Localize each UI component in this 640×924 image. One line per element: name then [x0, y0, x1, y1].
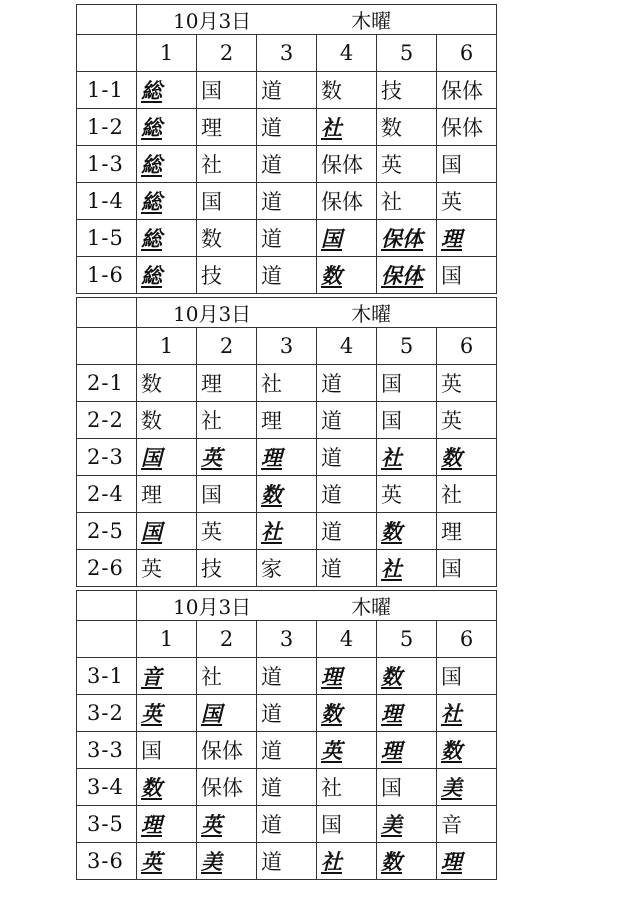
- title-row: [77, 5, 497, 35]
- subject-cell: 道: [317, 476, 377, 513]
- subject-cell: 道: [257, 109, 317, 146]
- subject-cell: 理: [197, 109, 257, 146]
- subject-cell: 社: [197, 402, 257, 439]
- timetable-grade-3: [76, 590, 497, 880]
- changed-subject-cell: 数: [317, 695, 377, 732]
- subject-cell: 保体: [437, 109, 497, 146]
- class-row: [77, 695, 497, 732]
- period-header-row: [77, 328, 497, 365]
- subject-cell: 道: [257, 146, 317, 183]
- period-number: 6: [437, 621, 497, 658]
- changed-subject-cell: 英: [317, 732, 377, 769]
- changed-subject-cell: 数: [377, 658, 437, 695]
- subject-cell: 数: [317, 72, 377, 109]
- subject-cell: 道: [257, 695, 317, 732]
- period-number: 5: [377, 328, 437, 365]
- subject-cell: 英: [197, 513, 257, 550]
- subject-cell: 理: [137, 476, 197, 513]
- subject-cell: 国: [137, 732, 197, 769]
- period-header-row: [77, 35, 497, 72]
- changed-subject-cell: 英: [137, 843, 197, 880]
- class-row: [77, 769, 497, 806]
- subject-cell: 国: [197, 476, 257, 513]
- changed-subject-cell: 総: [137, 183, 197, 220]
- subject-cell: 保体: [197, 732, 257, 769]
- subject-cell: 道: [257, 769, 317, 806]
- subject-cell: 英: [377, 476, 437, 513]
- class-row: [77, 72, 497, 109]
- changed-subject-cell: 数: [437, 439, 497, 476]
- changed-subject-cell: 数: [257, 476, 317, 513]
- subject-cell: 道: [317, 513, 377, 550]
- subject-cell: 道: [317, 550, 377, 587]
- subject-cell: 保体: [317, 146, 377, 183]
- changed-subject-cell: 保体: [377, 220, 437, 257]
- changed-subject-cell: 国: [317, 220, 377, 257]
- date-label: 10月3日: [173, 595, 252, 619]
- changed-subject-cell: 数: [377, 843, 437, 880]
- corner-cell: [77, 591, 137, 621]
- class-label: 3-5: [77, 806, 137, 843]
- subject-cell: 国: [197, 183, 257, 220]
- weekday-label: 木曜: [351, 302, 392, 326]
- period-number: 1: [137, 35, 197, 72]
- class-label: 2-2: [77, 402, 137, 439]
- subject-cell: 社: [197, 146, 257, 183]
- changed-subject-cell: 理: [317, 658, 377, 695]
- class-label: 3-4: [77, 769, 137, 806]
- subject-cell: 家: [257, 550, 317, 587]
- class-row: [77, 220, 497, 257]
- period-number: 5: [377, 621, 437, 658]
- timetable-sheet: [76, 4, 497, 883]
- changed-subject-cell: 総: [137, 220, 197, 257]
- class-label: 3-3: [77, 732, 137, 769]
- class-row: [77, 843, 497, 880]
- changed-subject-cell: 美: [437, 769, 497, 806]
- period-number: 6: [437, 35, 497, 72]
- subject-cell: 技: [197, 550, 257, 587]
- subject-cell: 国: [437, 550, 497, 587]
- subject-cell: 国: [317, 806, 377, 843]
- subject-cell: 社: [197, 658, 257, 695]
- title-row: [77, 591, 497, 621]
- class-row: [77, 658, 497, 695]
- class-label: 1-6: [77, 257, 137, 294]
- class-label: 1-4: [77, 183, 137, 220]
- class-row: [77, 402, 497, 439]
- changed-subject-cell: 理: [437, 843, 497, 880]
- changed-subject-cell: 国: [197, 695, 257, 732]
- subject-cell: 英: [437, 402, 497, 439]
- period-number: 4: [317, 621, 377, 658]
- subject-cell: 道: [317, 402, 377, 439]
- subject-cell: 道: [317, 365, 377, 402]
- changed-subject-cell: 数: [317, 257, 377, 294]
- changed-subject-cell: 国: [137, 513, 197, 550]
- subject-cell: 保体: [317, 183, 377, 220]
- changed-subject-cell: 総: [137, 109, 197, 146]
- subject-cell: 理: [197, 365, 257, 402]
- subject-cell: 英: [437, 365, 497, 402]
- timetable-grade-1: [76, 4, 497, 294]
- period-number: 4: [317, 328, 377, 365]
- class-label: 2-4: [77, 476, 137, 513]
- subject-cell: 国: [377, 365, 437, 402]
- class-row: [77, 476, 497, 513]
- changed-subject-cell: 理: [377, 732, 437, 769]
- changed-subject-cell: 社: [317, 843, 377, 880]
- changed-subject-cell: 美: [377, 806, 437, 843]
- changed-subject-cell: 理: [137, 806, 197, 843]
- period-number: 6: [437, 328, 497, 365]
- class-row: [77, 550, 497, 587]
- subject-cell: 国: [437, 658, 497, 695]
- subject-cell: 道: [257, 658, 317, 695]
- class-row: [77, 183, 497, 220]
- class-label: 3-6: [77, 843, 137, 880]
- subject-cell: 英: [437, 183, 497, 220]
- weekday-label: 木曜: [351, 9, 392, 33]
- subject-cell: 保体: [437, 72, 497, 109]
- period-number: 2: [197, 621, 257, 658]
- changed-subject-cell: 数: [137, 769, 197, 806]
- period-number: 3: [257, 328, 317, 365]
- period-number: 4: [317, 35, 377, 72]
- corner-cell: [77, 298, 137, 328]
- class-label: 1-5: [77, 220, 137, 257]
- class-label: 2-3: [77, 439, 137, 476]
- empty-header-cell: [77, 35, 137, 72]
- period-number: 3: [257, 621, 317, 658]
- class-label: 1-3: [77, 146, 137, 183]
- class-label: 2-5: [77, 513, 137, 550]
- empty-header-cell: [77, 328, 137, 365]
- subject-cell: 数: [137, 365, 197, 402]
- date-heading: [137, 591, 497, 621]
- subject-cell: 道: [257, 732, 317, 769]
- changed-subject-cell: 総: [137, 72, 197, 109]
- changed-subject-cell: 英: [197, 806, 257, 843]
- subject-cell: 社: [437, 476, 497, 513]
- subject-cell: 道: [257, 220, 317, 257]
- changed-subject-cell: 音: [137, 658, 197, 695]
- subject-cell: 道: [257, 257, 317, 294]
- class-row: [77, 806, 497, 843]
- corner-cell: [77, 5, 137, 35]
- period-header-row: [77, 621, 497, 658]
- title-row: [77, 298, 497, 328]
- subject-cell: 国: [197, 72, 257, 109]
- changed-subject-cell: 社: [437, 695, 497, 732]
- subject-cell: 道: [257, 183, 317, 220]
- subject-cell: 技: [377, 72, 437, 109]
- subject-cell: 英: [137, 550, 197, 587]
- subject-cell: 保体: [197, 769, 257, 806]
- class-label: 1-2: [77, 109, 137, 146]
- changed-subject-cell: 保体: [377, 257, 437, 294]
- date-heading: [137, 5, 497, 35]
- changed-subject-cell: 数: [377, 513, 437, 550]
- changed-subject-cell: 社: [317, 109, 377, 146]
- subject-cell: 国: [377, 769, 437, 806]
- class-label: 2-6: [77, 550, 137, 587]
- subject-cell: 数: [137, 402, 197, 439]
- subject-cell: 理: [437, 513, 497, 550]
- changed-subject-cell: 社: [377, 439, 437, 476]
- class-row: [77, 732, 497, 769]
- changed-subject-cell: 美: [197, 843, 257, 880]
- subject-cell: 道: [317, 439, 377, 476]
- subject-cell: 英: [377, 146, 437, 183]
- changed-subject-cell: 英: [197, 439, 257, 476]
- subject-cell: 社: [257, 365, 317, 402]
- changed-subject-cell: 国: [137, 439, 197, 476]
- date-label: 10月3日: [173, 302, 252, 326]
- subject-cell: 技: [197, 257, 257, 294]
- class-label: 3-2: [77, 695, 137, 732]
- subject-cell: 道: [257, 806, 317, 843]
- subject-cell: 道: [257, 72, 317, 109]
- changed-subject-cell: 社: [257, 513, 317, 550]
- period-number: 1: [137, 328, 197, 365]
- class-row: [77, 365, 497, 402]
- changed-subject-cell: 総: [137, 257, 197, 294]
- class-row: [77, 257, 497, 294]
- changed-subject-cell: 英: [137, 695, 197, 732]
- class-row: [77, 439, 497, 476]
- empty-header-cell: [77, 621, 137, 658]
- class-label: 2-1: [77, 365, 137, 402]
- subject-cell: 理: [257, 402, 317, 439]
- changed-subject-cell: 数: [437, 732, 497, 769]
- date-label: 10月3日: [173, 9, 252, 33]
- period-number: 2: [197, 35, 257, 72]
- subject-cell: 国: [437, 146, 497, 183]
- period-number: 1: [137, 621, 197, 658]
- class-row: [77, 109, 497, 146]
- subject-cell: 社: [377, 183, 437, 220]
- changed-subject-cell: 理: [377, 695, 437, 732]
- period-number: 3: [257, 35, 317, 72]
- subject-cell: 数: [377, 109, 437, 146]
- period-number: 5: [377, 35, 437, 72]
- date-heading: [137, 298, 497, 328]
- changed-subject-cell: 総: [137, 146, 197, 183]
- timetable-grade-2: [76, 297, 497, 587]
- subject-cell: 国: [437, 257, 497, 294]
- period-number: 2: [197, 328, 257, 365]
- subject-cell: 社: [317, 769, 377, 806]
- changed-subject-cell: 理: [437, 220, 497, 257]
- class-label: 1-1: [77, 72, 137, 109]
- changed-subject-cell: 社: [377, 550, 437, 587]
- class-row: [77, 513, 497, 550]
- subject-cell: 数: [197, 220, 257, 257]
- subject-cell: 国: [377, 402, 437, 439]
- subject-cell: 音: [437, 806, 497, 843]
- subject-cell: 道: [257, 843, 317, 880]
- class-row: [77, 146, 497, 183]
- changed-subject-cell: 理: [257, 439, 317, 476]
- weekday-label: 木曜: [351, 595, 392, 619]
- class-label: 3-1: [77, 658, 137, 695]
